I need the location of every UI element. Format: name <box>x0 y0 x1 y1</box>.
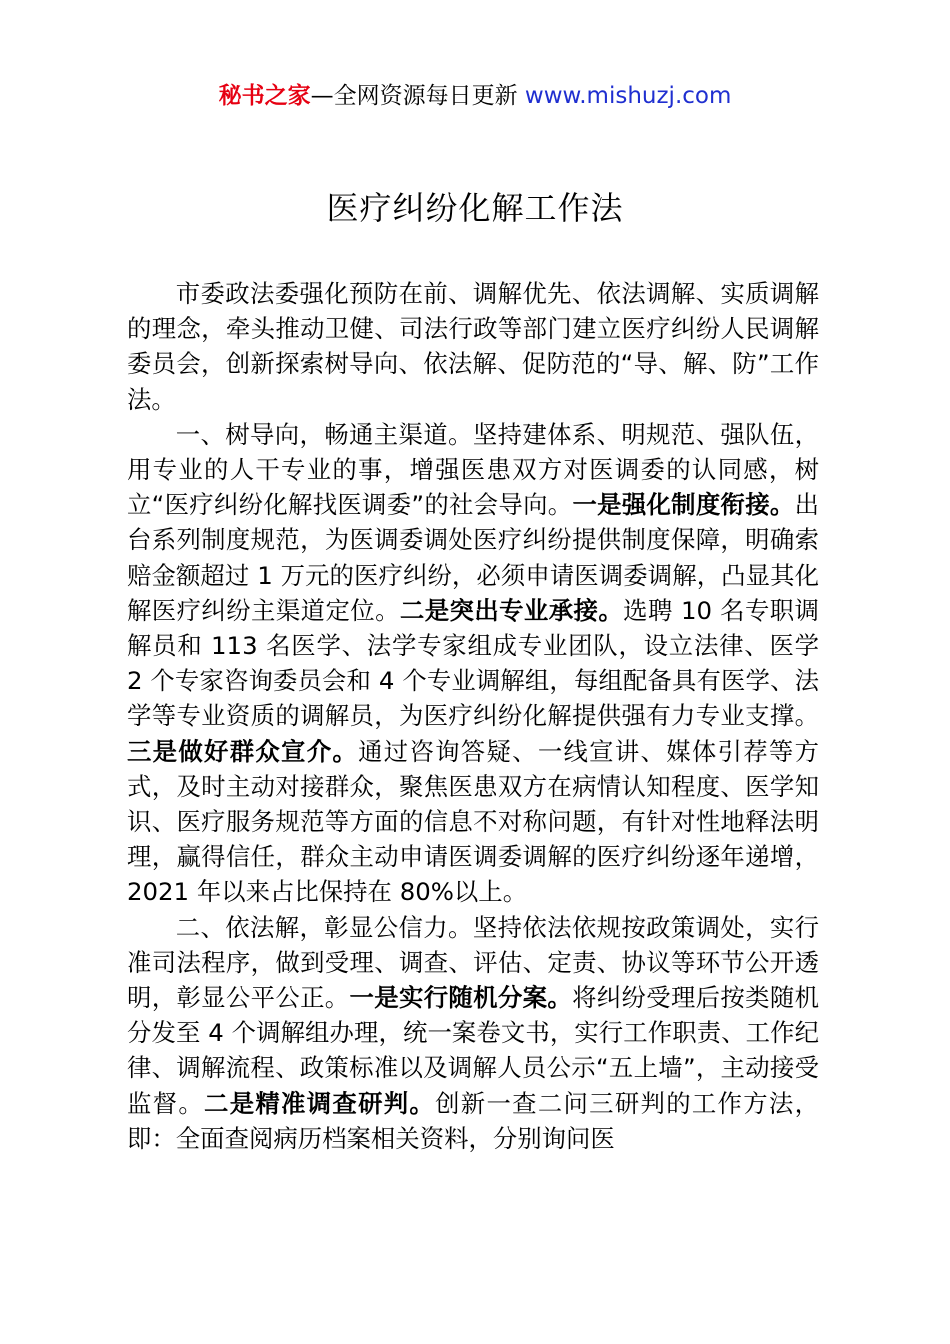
section-1-point-1-text: 出台系列制度规范，为医调委调处医疗纠纷提供制度保障，明确索赔金额超过 1 万元的医疗纠纷，必须申请医调委调解，凸显其化解医疗纠纷主渠道定位。 <box>127 490 819 625</box>
section-1-heading: 一、树导向，畅通主渠道。 <box>175 419 473 449</box>
section-2-point-1-text: 将纠纷受理后按类随机分发至 4 个调解组办理，统一案卷文书，实行工作职责、工作纪律、调解流程、政策标准以及调解人员公示“五上墙”，主动接受监督。 <box>127 983 819 1118</box>
site-header <box>0 80 950 112</box>
section-1-point-2-text: 选聘 10 名专职调解员和 113 名医学、法学专家组成专业团队，设立法律、医学 2 个专家咨询委员会和 4 个专业调解组，每组配备具有医学、法学等专业资质的调解员，为医疗纠纷化解提供强有力专业支撑。 <box>127 595 819 731</box>
section-2-paragraph <box>127 910 819 1156</box>
section-1-point-1-title: 一是强化制度衔接。 <box>572 490 795 520</box>
section-1-point-3-title: 三是做好群众宣介。 <box>127 736 359 766</box>
section-1-paragraph <box>127 417 819 910</box>
document-title: 医疗纠纷化解工作法 <box>326 189 624 227</box>
section-2-point-1-title: 一是实行随机分案。 <box>349 983 573 1013</box>
section-1-point-3-text: 通过咨询答疑、一线宣讲、媒体引荐等方式，及时主动对接群众，聚焦医患双方在病情认知程度、医学知识、医疗服务规范等方面的信息不对称问题，有针对性地释法明理，赢得信任，群众主动申请医调委调解的医疗纠纷逐年递增，2021 年以来占比保持在 80%以上。 <box>127 736 819 907</box>
section-2-point-2-text: 创新一查二问三研判的工作方法，即：全面查阅病历档案相关资料，分别询问医 <box>127 1088 819 1153</box>
section-2-point-2-title: 二是精准调查研判。 <box>204 1088 436 1118</box>
intro-paragraph: 市委政法委强化预防在前、调解优先、依法调解、实质调解的理念，牵头推动卫健、司法行政等部门建立医疗纠纷人民调解委员会，创新探索树导向、依法解、促防范的“导、解、防”工作法。 <box>127 279 819 414</box>
section-1-lead: 坚持建体系、明规范、强队伍，用专业的人干专业的事，增强医患双方对医调委的认同感，树立“医疗纠纷化解找医调委”的社会导向。 <box>127 419 819 520</box>
section-1-point-2-title: 二是突出专业承接。 <box>399 595 624 625</box>
section-2-lead: 坚持依法依规按政策调处，实行准司法程序，做到受理、调查、评估、定责、协议等环节公开透明，彰显公平公正。 <box>127 912 819 1013</box>
document-body <box>127 276 819 1156</box>
site-brand: 秘书之家 <box>218 83 311 109</box>
site-slogan: —全网资源每日更新 <box>310 83 518 109</box>
site-url-link[interactable]: www.mishuzj.com <box>524 83 732 109</box>
section-2-heading: 二、依法解，彰显公信力。 <box>175 912 473 942</box>
